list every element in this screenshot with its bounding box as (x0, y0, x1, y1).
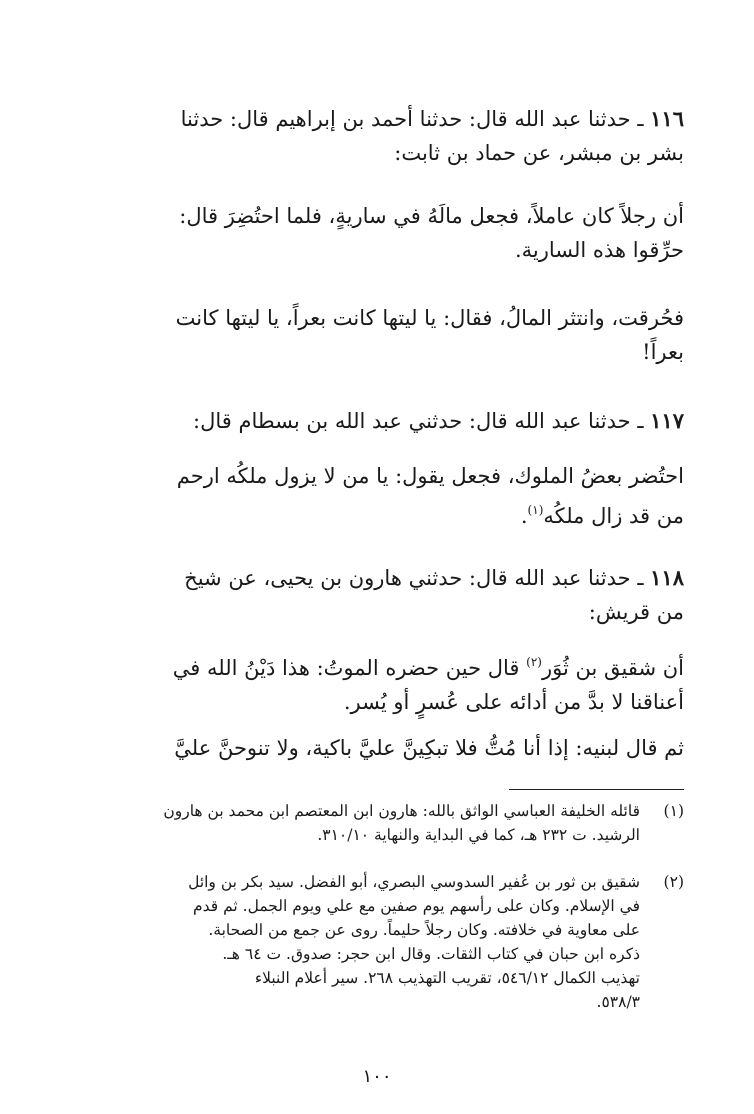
text-line: فحُرقت، وانتثر المالُ، فقال: يا ليتها كانت بعراً، يا ليتها كانت (175, 306, 684, 330)
text-line: بشر بن مبشر، عن حماد بن ثابت: (394, 141, 684, 165)
text-line: من قريش: (588, 600, 684, 624)
footnote-line: الرشيد. ت ٢٣٢ هـ، كما في البداية والنهاية ٣١٠/١٠. (317, 826, 640, 844)
text-line: احتُضر بعضُ الملوك، فجعل يقول: يا من لا يزول ملكُه ارحم (176, 464, 684, 488)
footnote-line: في الإسلام. وكان على رأسهم يوم صفين مع علي ويوم الجمل. ثم قدم (193, 897, 640, 915)
page-number: ١٠٠ (362, 1066, 392, 1087)
hadith-number: ١١٦ (650, 106, 684, 131)
paragraph (70, 404, 684, 438)
hadith-number: ١١٧ (650, 408, 684, 433)
footnote-line: شقيق بن ثور بن عُفير السدوسي البصري، أبو الفضل. سيد بكر بن وائل (188, 873, 640, 891)
footnote-separator (509, 789, 684, 790)
footnote-line: على معاوية في خلافته. وكان رجلاً حليماً. روى عن جمع من الصحابة. (208, 921, 640, 939)
footnote-line: تهذيب الكمال ٥٤٦/١٢، تقريب التهذيب ٢٦٨. سير أعلام النبلاء (254, 969, 640, 987)
hadith-number: ١١٨ (650, 565, 684, 590)
paragraph (70, 199, 684, 267)
text-line: ١١٨ ـ حدثنا عبد الله قال: حدثني هارون بن يحيى، عن شيخ (184, 565, 684, 590)
text-line: أن رجلاً كان عاملاً، فجعل مالَهُ في ساريةٍ، فلما احتُضِرَ قال: (179, 204, 684, 228)
footnote (70, 870, 684, 1014)
book-page (70, 0, 684, 1114)
footnote-line: ٥٣٨/٣. (596, 993, 640, 1011)
paragraph (70, 301, 684, 369)
text-line: أعناقنا لا بدَّ من أدائه على عُسرٍ أو يُسر. (343, 690, 684, 714)
footnote (70, 799, 684, 847)
paragraph (70, 561, 684, 629)
footnote-number: (١) (663, 802, 684, 820)
text-line: ١١٧ ـ حدثنا عبد الله قال: حدثني عبد الله بن بسطام قال: (193, 408, 684, 433)
text-line: أن شقيق بن ثُوَر$^{(٢)}$ قال حين حضره الموتُ: هذا دَيْنُ الله في (172, 655, 684, 680)
text-line: ١١٦ ـ حدثنا عبد الله قال: حدثنا أحمد بن إبراهيم قال: حدثنا (180, 106, 684, 131)
paragraph (70, 459, 684, 533)
paragraph (70, 645, 684, 719)
footnote-ref[interactable]: (٢) (526, 655, 542, 669)
paragraph (70, 731, 684, 765)
footnote-number: (٢) (663, 873, 684, 891)
text-line: ثم قال لبنيه: إذا أنا مُتُّ فلا تبكِينَّ عليَّ باكية، ولا تنوحنَّ عليَّ (174, 736, 684, 760)
footnote-line: قائله الخليفة العباسي الواثق بالله: هارون ابن المعتصم ابن محمد بن هارون (163, 802, 640, 820)
footnote-line: ذكره ابن حبان في كتاب الثقات. وقال ابن حجر: صدوق. ت ٦٤ هـ. (222, 945, 640, 963)
text-line: من قد زال ملكُه$^{(١)}$. (520, 503, 684, 528)
footnote-ref[interactable]: (١) (527, 503, 544, 517)
text-line: حرِّقوا هذه السارية. (514, 238, 684, 262)
paragraph (70, 102, 684, 170)
text-line: بعراً! (642, 340, 684, 364)
